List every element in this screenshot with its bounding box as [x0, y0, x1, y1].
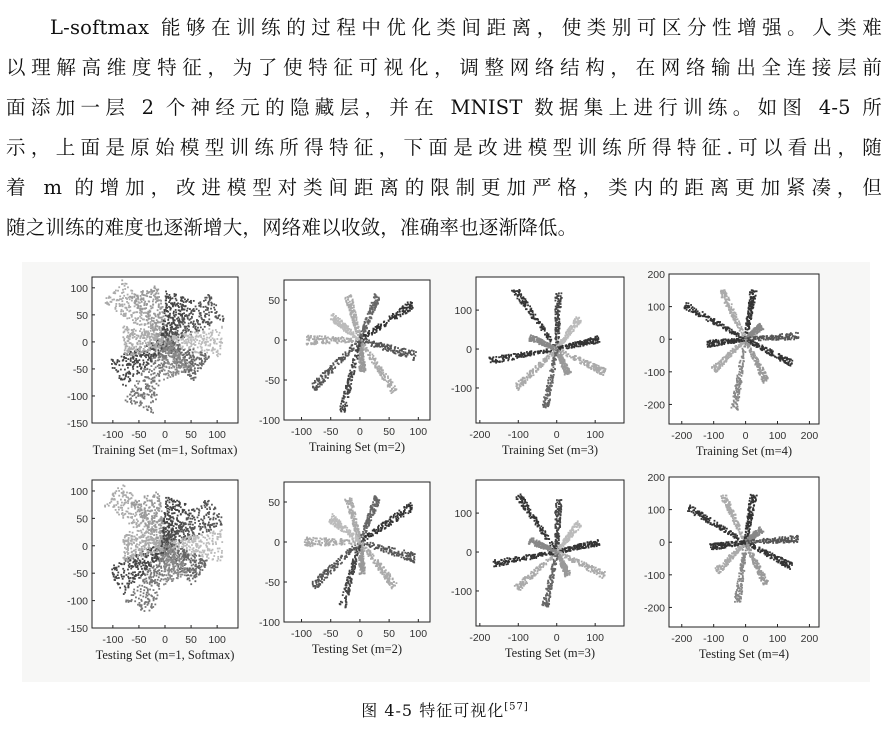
caption-reference: [57] — [504, 701, 529, 713]
plot-title: Testing Set (m=1, Softmax) — [95, 648, 235, 662]
feature-visualization-figure — [22, 262, 870, 682]
scatter-plot — [42, 480, 248, 677]
x-tick-label: 0 — [553, 429, 560, 441]
scatter-plot — [426, 277, 634, 472]
plot-title: Testing Set (m=4) — [698, 647, 790, 661]
x-tick-label: -100 — [291, 426, 313, 438]
x-tick-label: 0 — [553, 632, 560, 644]
x-tick-label: 100 — [208, 429, 226, 441]
y-tick-label: -100 — [66, 595, 88, 608]
paragraph-line: L-softmax 能够在训练的过程中优化类间距离，使类别可区分性增强。人类难 — [50, 16, 882, 39]
x-tick-label: -100 — [291, 628, 313, 640]
y-tick-label: 100 — [454, 508, 472, 521]
caption-text: 图 4-5 特征可视化 — [361, 701, 505, 720]
y-tick-label: -100 — [450, 382, 472, 395]
x-tick-label: 100 — [768, 430, 787, 442]
x-tick-label: 0 — [356, 628, 363, 640]
x-tick-label: 0 — [742, 633, 749, 645]
y-tick-label: -100 — [258, 617, 280, 629]
y-tick-label: 100 — [70, 282, 88, 295]
x-tick-label: -200 — [469, 632, 491, 644]
paragraph-line: 面添加一层 2 个神经元的隐藏层，并在 MNIST 数据集上进行训练。如图 4-5 所 — [6, 96, 882, 119]
scatter-plot — [234, 482, 440, 671]
paragraph-line: 着 m 的增加，改进模型对类间距离的限制更加严格，类内的距离更加紧凑，但 — [6, 176, 882, 199]
scatter-plot — [42, 277, 248, 472]
x-tick-label: 100 — [586, 429, 604, 441]
x-tick-label: -50 — [131, 429, 147, 441]
x-tick-label: 50 — [185, 429, 197, 441]
scatter-plot — [234, 280, 440, 469]
plot-title: Training Set (m=2) — [308, 440, 406, 454]
paragraph-line: 以理解高维度特征，为了使特征可视化，调整网络结构，在网络输出全连接层前 — [6, 56, 882, 79]
x-tick-label: 100 — [586, 632, 604, 644]
x-tick-label: -50 — [323, 628, 339, 640]
y-tick-label: 200 — [647, 472, 665, 484]
axes-box — [669, 477, 819, 627]
y-tick-label: 0 — [274, 335, 280, 347]
x-tick-label: 0 — [162, 634, 168, 646]
scatter-plot — [619, 472, 829, 676]
y-tick-label: 100 — [647, 504, 665, 517]
y-tick-label: -100 — [643, 569, 665, 582]
x-tick-label: 100 — [409, 426, 428, 438]
x-tick-label: 200 — [800, 633, 819, 645]
x-tick-label: -100 — [102, 634, 124, 646]
y-tick-label: 100 — [70, 485, 88, 498]
y-tick-label: 50 — [76, 309, 88, 322]
x-tick-label: -50 — [131, 634, 147, 646]
x-tick-label: -50 — [323, 426, 339, 438]
y-tick-label: 0 — [274, 537, 280, 549]
x-tick-label: 200 — [800, 430, 819, 442]
x-tick-label: -200 — [671, 430, 693, 442]
paragraph-line: 随之训练的难度也逐渐增大，网络难以收敛，准确率也逐渐降低。 — [6, 216, 578, 239]
x-tick-label: -200 — [469, 429, 491, 441]
x-tick-label: 0 — [742, 430, 749, 442]
x-tick-label: -100 — [102, 429, 124, 441]
x-tick-label: 100 — [768, 633, 787, 645]
body-paragraph — [6, 8, 882, 248]
y-tick-label: 0 — [82, 336, 88, 349]
plot-title: Testing Set (m=2) — [311, 642, 403, 656]
x-tick-label: 50 — [185, 634, 197, 646]
y-tick-label: -100 — [643, 366, 665, 379]
x-tick-label: 0 — [162, 429, 168, 441]
y-tick-label: 50 — [76, 513, 88, 526]
figure-caption — [0, 698, 890, 721]
x-tick-label: 0 — [356, 426, 363, 438]
x-tick-label: 50 — [383, 628, 395, 640]
y-tick-label: 0 — [466, 344, 472, 357]
plot-title: Training Set (m=1, Softmax) — [92, 443, 238, 457]
scatter-plot — [426, 480, 634, 675]
plot-title: Testing Set (m=3) — [504, 646, 596, 660]
x-tick-label: -100 — [703, 430, 725, 442]
plot-title: Training Set (m=4) — [695, 444, 793, 458]
y-tick-label: 200 — [647, 269, 665, 281]
y-tick-label: -200 — [643, 399, 665, 412]
scatter-plot — [619, 269, 829, 473]
x-tick-label: -100 — [507, 429, 529, 441]
x-tick-label: -200 — [671, 633, 693, 645]
y-tick-label: 100 — [454, 305, 472, 318]
axes-box — [669, 274, 819, 424]
x-tick-label: 100 — [409, 628, 428, 640]
y-tick-label: -100 — [450, 585, 472, 598]
y-tick-label: -150 — [66, 418, 88, 430]
y-tick-label: 0 — [659, 537, 665, 550]
y-tick-label: 0 — [466, 547, 472, 560]
plot-title: Training Set (m=3) — [501, 443, 599, 457]
y-tick-label: 50 — [268, 295, 280, 307]
x-tick-label: 50 — [383, 426, 395, 438]
y-tick-label: -50 — [72, 568, 88, 581]
y-tick-label: -50 — [264, 375, 280, 387]
paragraph-line: 示，上面是原始模型训练所得特征，下面是改进模型训练所得特征.可以看出，随 — [6, 136, 882, 159]
y-tick-label: -100 — [258, 415, 280, 427]
x-tick-label: -100 — [703, 633, 725, 645]
y-tick-label: -200 — [643, 602, 665, 615]
x-tick-label: -100 — [507, 632, 529, 644]
x-tick-label: 100 — [208, 634, 226, 646]
y-tick-label: -50 — [264, 577, 280, 589]
y-tick-label: -150 — [66, 623, 88, 635]
y-tick-label: 0 — [82, 540, 88, 553]
y-tick-label: 0 — [659, 334, 665, 347]
y-tick-label: -50 — [72, 363, 88, 376]
y-tick-label: -100 — [66, 390, 88, 403]
y-tick-label: 100 — [647, 301, 665, 314]
y-tick-label: 50 — [268, 497, 280, 509]
